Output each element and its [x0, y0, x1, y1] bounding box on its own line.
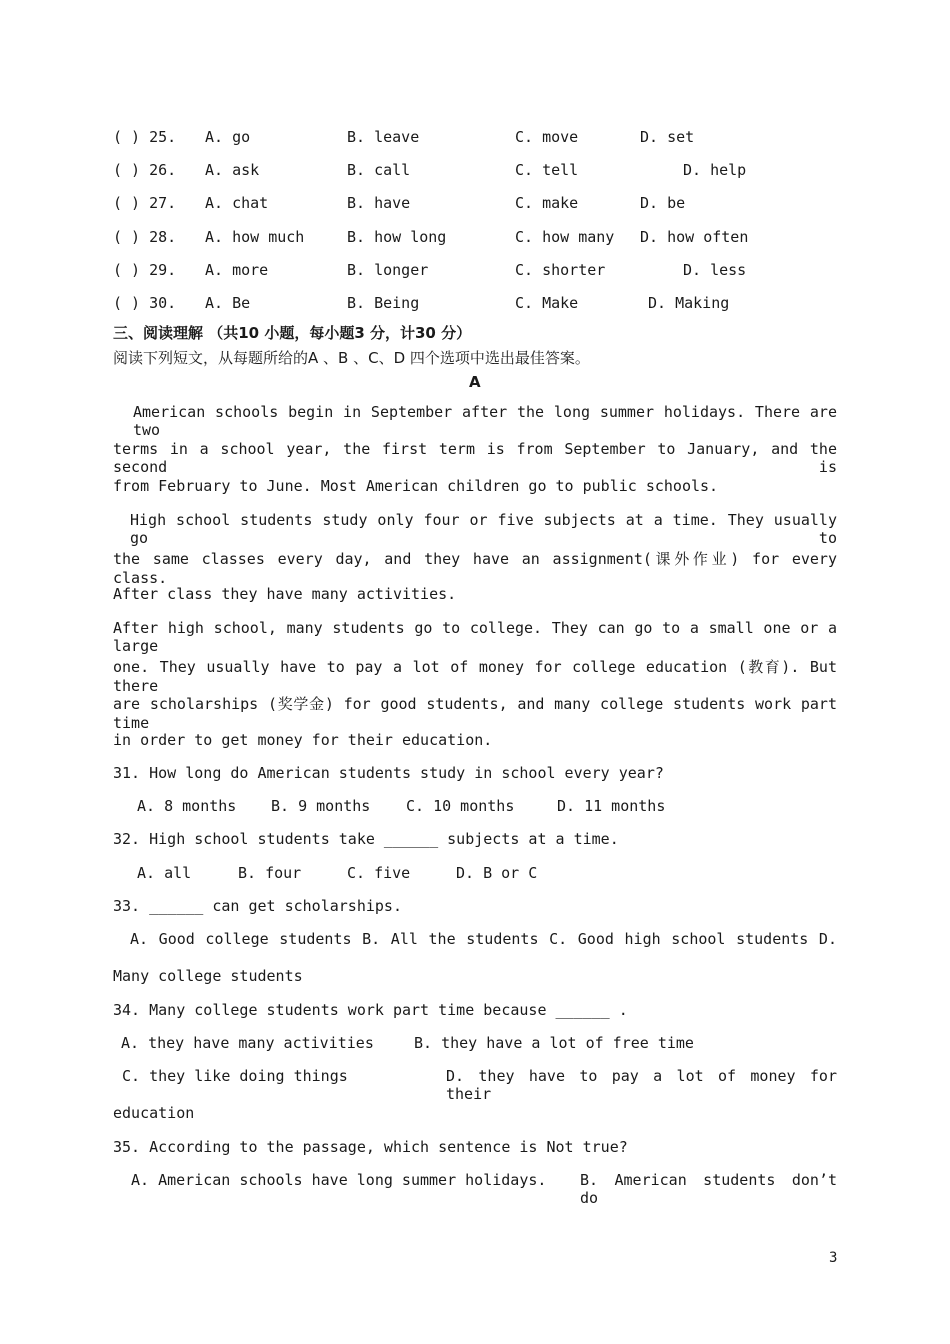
q31-option-a: A. 8 months: [137, 797, 237, 815]
option-c: C. tell: [515, 161, 579, 179]
option-b: B. Being: [347, 294, 420, 312]
q31-option-c: C. 10 months: [406, 797, 515, 815]
q35-option-a: A. American schools have long summer holidays.: [131, 1171, 547, 1189]
passage-line: one. They usually have to pay a lot of money for college education (教育). But there: [113, 658, 837, 695]
q34-option-d: D. they have to pay a lot of money for their: [446, 1067, 837, 1103]
question-blank: ( ) 30.: [113, 294, 177, 312]
q32-option-d: D. B or C: [456, 864, 538, 882]
option-d: D. be: [640, 194, 686, 212]
section-instruction: 阅读下列短文，从每题所给的A 、B 、C、D 四个选项中选出最佳答案。: [113, 349, 590, 367]
option-d: D. how often: [640, 228, 749, 246]
option-d: D. set: [640, 128, 695, 146]
option-a: A. ask: [205, 161, 260, 179]
option-b: B. have: [347, 194, 411, 212]
question-31: 31. How long do American students study in school every year?: [113, 764, 664, 782]
passage-line: are scholarships (奖学金) for good students, and many college students work part time: [113, 695, 837, 732]
option-c: C. how many: [515, 228, 615, 246]
q34-option-c: C. they like doing things: [122, 1067, 348, 1085]
page-number: 3: [829, 1250, 838, 1266]
question-32: 32. High school students take ______ subjects at a time.: [113, 830, 619, 848]
q33-options-cont: Many college students: [113, 967, 303, 985]
q33-options: A. Good college students B. All the students C. Good high school students D.: [130, 930, 837, 948]
passage-label: A: [469, 373, 481, 391]
option-a: A. Be: [205, 294, 251, 312]
q32-option-b: B. four: [238, 864, 302, 882]
option-a: A. more: [205, 261, 269, 279]
option-a: A. chat: [205, 194, 269, 212]
q32-option-c: C. five: [347, 864, 411, 882]
question-blank: ( ) 28.: [113, 228, 177, 246]
q34-option-a: A. they have many activities: [121, 1034, 374, 1052]
q31-option-d: D. 11 months: [557, 797, 666, 815]
question-blank: ( ) 29.: [113, 261, 177, 279]
q34-option-d-cont: education: [113, 1104, 195, 1122]
passage-line: American schools begin in September after the long summer holidays. There are two: [133, 403, 837, 439]
option-d: D. Making: [648, 294, 730, 312]
passage-line: terms in a school year, the first term is from September to January, and the second is: [113, 440, 837, 476]
question-blank: ( ) 27.: [113, 194, 177, 212]
option-a: A. how much: [205, 228, 305, 246]
question-blank: ( ) 26.: [113, 161, 177, 179]
passage-line: the same classes every day, and they have an assignment(课外作业) for every class.: [113, 550, 837, 587]
question-33: 33. ______ can get scholarships.: [113, 897, 402, 915]
passage-line: in order to get money for their education.: [113, 731, 493, 749]
option-c: C. shorter: [515, 261, 606, 279]
passage-line: After high school, many students go to college. They can go to a small one or a large: [113, 619, 837, 655]
question-35: 35. According to the passage, which sentence is Not true?: [113, 1138, 628, 1156]
option-b: B. call: [347, 161, 411, 179]
passage-line: from February to June. Most American children go to public schools.: [113, 477, 719, 495]
option-b: B. longer: [347, 261, 429, 279]
q31-option-b: B. 9 months: [271, 797, 371, 815]
section-title: 三、阅读理解 （共10 小题，每小题3 分，计30 分）: [113, 324, 472, 342]
option-c: C. Make: [515, 294, 579, 312]
option-c: C. move: [515, 128, 579, 146]
option-d: D. less: [683, 261, 747, 279]
passage-line: High school students study only four or five subjects at a time. They usually go to: [130, 511, 837, 547]
question-blank: ( ) 25.: [113, 128, 177, 146]
q35-option-b: B. American students don’t do: [580, 1171, 837, 1207]
option-b: B. how long: [347, 228, 447, 246]
option-a: A. go: [205, 128, 251, 146]
option-b: B. leave: [347, 128, 420, 146]
q32-option-a: A. all: [137, 864, 192, 882]
q34-option-b: B. they have a lot of free time: [414, 1034, 694, 1052]
passage-line: After class they have many activities.: [113, 585, 457, 603]
question-34: 34. Many college students work part time because ______ .: [113, 1001, 628, 1019]
option-d: D. help: [683, 161, 747, 179]
option-c: C. make: [515, 194, 579, 212]
